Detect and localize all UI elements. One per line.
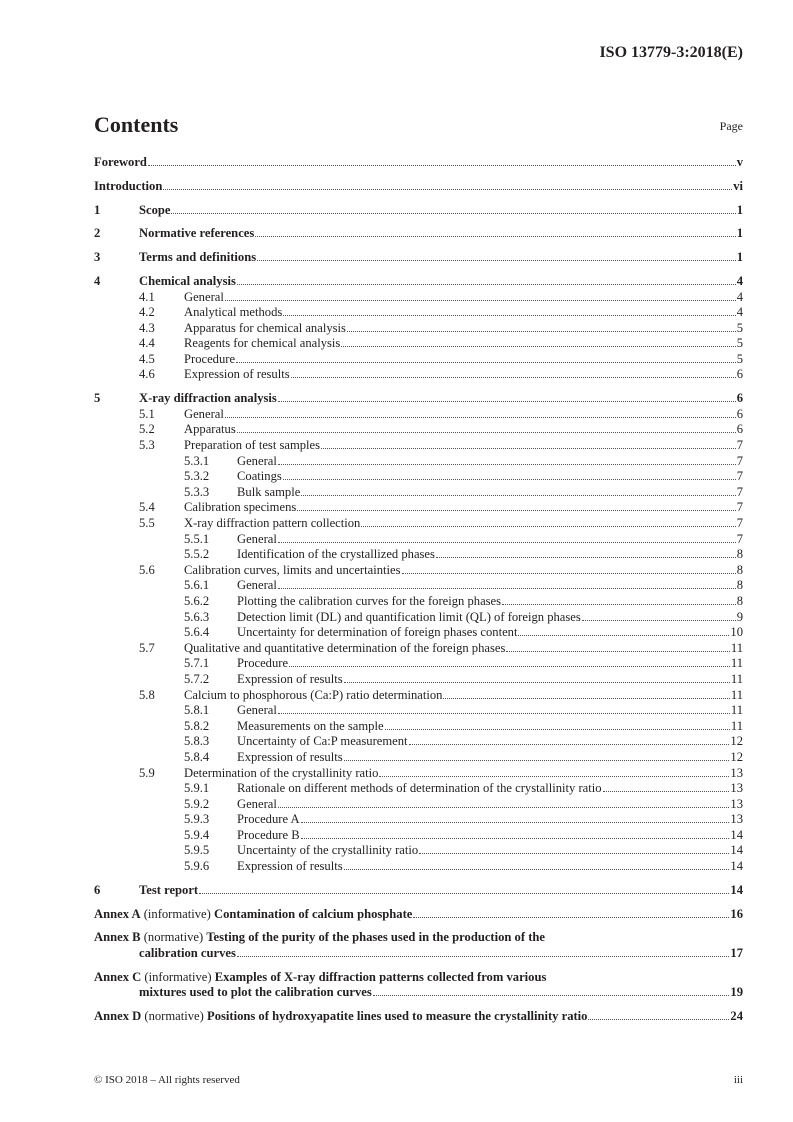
toc-entry-page: 11 <box>730 640 743 655</box>
dot-leader <box>237 431 736 433</box>
toc-entry[interactable] <box>94 547 743 563</box>
toc-entry-page: 8 <box>736 562 743 577</box>
toc-entry-title: General <box>237 531 277 546</box>
toc-entry-number: 5.6.4 <box>184 625 210 640</box>
toc-entry-page: 8 <box>736 578 743 593</box>
toc-entry[interactable] <box>94 656 743 672</box>
toc-entry-number: 2 <box>94 226 101 241</box>
annex-page: 17 <box>730 946 743 960</box>
toc-entry-title: Expression of results <box>237 671 343 686</box>
dot-leader <box>148 164 736 166</box>
toc-entry-page: 7 <box>736 531 743 546</box>
toc-entry-number: 5.7.2 <box>184 671 210 686</box>
toc-entry-page: 13 <box>730 781 743 796</box>
toc-entry-number: 4.6 <box>139 367 155 382</box>
toc-entry-title: Procedure <box>184 351 236 366</box>
annex-title: Examples of X-ray diffraction patterns collected from various <box>214 969 547 984</box>
toc-entry-title: Apparatus <box>184 422 236 437</box>
toc-annex-entry[interactable] <box>94 1009 743 1025</box>
toc-entry[interactable] <box>94 781 743 797</box>
toc-entry-number: 4 <box>94 273 101 288</box>
toc-entry-number: 5.8.3 <box>184 734 210 749</box>
toc-entry-title: Procedure <box>237 656 289 671</box>
table-of-contents <box>94 155 743 1025</box>
toc-entry-title: General <box>184 406 224 421</box>
toc-entry[interactable] <box>94 179 743 195</box>
toc-entry-title: Determination of the crystallinity ratio <box>184 765 379 780</box>
dot-leader <box>257 259 736 261</box>
annex-label: Annex A <box>94 906 141 921</box>
toc-entry-title: Calibration specimens <box>184 500 297 515</box>
toc-entry-number: 5.9.2 <box>184 796 210 811</box>
toc-entry-page: 14 <box>730 827 743 842</box>
annex-type: (normative) <box>143 930 204 945</box>
toc-entry-page: 13 <box>730 765 743 780</box>
toc-entry-title: Coatings <box>237 469 282 484</box>
toc-entry-number: 5.8.2 <box>184 718 210 733</box>
toc-entry-title: Analytical methods <box>184 305 283 320</box>
toc-entry-page: 8 <box>736 593 743 608</box>
toc-entry[interactable] <box>94 226 743 242</box>
dot-leader <box>278 463 736 465</box>
toc-entry-title: Bulk sample <box>237 484 301 499</box>
dot-leader <box>291 376 736 378</box>
toc-entry-number: 3 <box>94 250 101 265</box>
dot-leader <box>344 868 730 870</box>
toc-entry-title: Chemical analysis <box>139 273 236 288</box>
toc-entry-page: 14 <box>730 882 743 897</box>
toc-entry[interactable] <box>94 843 743 859</box>
toc-entry-number: 5.8.1 <box>184 703 210 718</box>
page-column-label: Page <box>719 119 743 133</box>
toc-entry[interactable] <box>94 438 743 454</box>
toc-entry-page: 5 <box>736 320 743 335</box>
toc-entry-title: Expression of results <box>184 367 290 382</box>
toc-entry-page: v <box>736 155 743 169</box>
toc-entry-page: 6 <box>736 367 743 382</box>
toc-entry-number: 5.3.1 <box>184 453 210 468</box>
toc-entry[interactable] <box>94 828 743 844</box>
toc-entry-page: 11 <box>730 718 743 733</box>
toc-entry-title: Calcium to phosphorous (Ca:P) ratio determination <box>184 687 443 702</box>
dot-leader <box>436 556 736 558</box>
dot-leader <box>344 759 730 761</box>
toc-entry-title: General <box>184 289 224 304</box>
toc-entry-page: 12 <box>730 749 743 764</box>
toc-entry-title: Reagents for chemical analysis <box>184 336 341 351</box>
toc-entry-title: Uncertainty of Ca:P measurement <box>237 734 408 749</box>
toc-annex-entry[interactable] <box>94 907 743 923</box>
toc-entry-number: 6 <box>94 882 101 897</box>
dot-leader <box>321 447 736 449</box>
annex-page: 24 <box>730 1009 743 1024</box>
toc-entry[interactable] <box>94 407 743 423</box>
toc-entry-title: Normative references <box>139 226 255 241</box>
toc-entry-title: Preparation of test samples <box>184 438 321 453</box>
dot-leader <box>603 790 730 792</box>
toc-entry-page: 6 <box>736 406 743 421</box>
annex-page: 19 <box>730 985 743 1000</box>
dot-leader <box>347 330 736 332</box>
annex-label: Annex D <box>94 1009 142 1024</box>
dot-leader <box>237 283 736 285</box>
toc-entry-number: 4.2 <box>139 305 155 320</box>
toc-entry-title: General <box>237 578 277 593</box>
toc-entry-page: 7 <box>736 484 743 499</box>
toc-entry[interactable] <box>94 719 743 735</box>
dot-leader <box>361 525 735 527</box>
toc-entry-number: 1 <box>94 202 101 217</box>
dot-leader <box>171 212 735 214</box>
dot-leader <box>301 837 730 839</box>
dot-leader <box>199 892 729 894</box>
dot-leader <box>237 955 730 957</box>
dot-leader <box>283 478 736 480</box>
toc-entry-number: 5.2 <box>139 422 155 437</box>
toc-entry-number: 5.5.1 <box>184 531 210 546</box>
annex-title-continued: mixtures used to plot the calibration curves <box>139 985 372 1000</box>
annex-title-continued: calibration curves <box>139 946 236 960</box>
toc-entry-page: 14 <box>730 859 743 874</box>
toc-entry-number: 5.9.3 <box>184 812 210 827</box>
toc-entry-title: General <box>237 703 277 718</box>
toc-entry-page: 1 <box>736 226 743 241</box>
toc-entry-title: Expression of results <box>237 859 343 874</box>
dot-leader <box>225 416 736 418</box>
toc-entry-page: 7 <box>736 500 743 515</box>
toc-entry[interactable] <box>94 812 743 828</box>
dot-leader <box>582 619 736 621</box>
dot-leader <box>385 728 730 730</box>
toc-entry-page: 11 <box>730 687 743 702</box>
toc-entry-title: Plotting the calibration curves for the foreign phases <box>237 593 502 608</box>
toc-entry-number: 5.9.1 <box>184 781 210 796</box>
toc-entry-page: 11 <box>730 703 743 718</box>
toc-entry-page: 5 <box>736 351 743 366</box>
annex-title: Testing of the purity of the phases used in the production of the <box>206 930 545 945</box>
toc-entry-title: Qualitative and quantitative determination of the foreign phases <box>184 640 506 655</box>
toc-entry-page: 13 <box>730 796 743 811</box>
toc-entry[interactable] <box>94 321 743 337</box>
toc-entry-number: 4.5 <box>139 351 155 366</box>
toc-entry-title: Identification of the crystallized phases <box>237 547 435 562</box>
toc-entry-page: 10 <box>730 625 743 640</box>
toc-entry-number: 5.9 <box>139 765 155 780</box>
dot-leader <box>236 361 736 363</box>
dot-leader <box>278 587 736 589</box>
dot-leader <box>502 603 736 605</box>
toc-entry-page: vi <box>733 178 743 193</box>
toc-entry-page: 11 <box>730 656 743 671</box>
toc-entry[interactable] <box>94 485 743 501</box>
toc-entry[interactable] <box>94 703 743 719</box>
toc-entry-title: Test report <box>139 882 199 897</box>
toc-entry-page: 8 <box>736 547 743 562</box>
annex-type: (informative) <box>143 906 211 921</box>
toc-entry-number: 5.8 <box>139 687 155 702</box>
toc-entry[interactable] <box>94 516 743 532</box>
toc-entry-number: 5 <box>94 391 101 406</box>
toc-entry[interactable] <box>94 469 743 485</box>
toc-entry-number: 5.6.3 <box>184 609 210 624</box>
toc-entry-title: Calibration curves, limits and uncertainties <box>184 562 401 577</box>
toc-entry-title: X-ray diffraction analysis <box>139 391 277 406</box>
toc-annex-entry[interactable] <box>94 930 743 961</box>
toc-entry-title: Scope <box>139 202 171 217</box>
toc-entry-page: 4 <box>736 273 743 288</box>
dot-leader <box>443 697 729 699</box>
toc-entry-page: 4 <box>736 305 743 320</box>
toc-entry[interactable] <box>94 578 743 594</box>
toc-entry[interactable] <box>94 500 743 516</box>
toc-entry-number: 5.7.1 <box>184 656 210 671</box>
dot-leader <box>283 314 735 316</box>
dot-leader <box>402 572 736 574</box>
toc-entry[interactable] <box>94 305 743 321</box>
dot-leader <box>278 541 736 543</box>
toc-entry-title: Foreword <box>94 155 147 169</box>
toc-entry-page: 4 <box>736 289 743 304</box>
toc-entry-title: General <box>237 453 277 468</box>
toc-entry[interactable] <box>94 750 743 766</box>
toc-entry[interactable] <box>94 734 743 750</box>
toc-entry-number: 5.6.1 <box>184 578 210 593</box>
toc-entry[interactable] <box>94 766 743 782</box>
dot-leader <box>278 712 730 714</box>
annex-page: 16 <box>730 906 743 921</box>
toc-entry-number: 5.4 <box>139 500 155 515</box>
toc-entry[interactable] <box>94 367 743 383</box>
copyright-notice: © ISO 2018 – All rights reserved <box>94 1074 240 1086</box>
toc-entry[interactable] <box>94 563 743 579</box>
toc-entry[interactable] <box>94 250 743 266</box>
toc-entry-page: 12 <box>730 734 743 749</box>
dot-leader <box>506 650 729 652</box>
toc-entry[interactable] <box>94 290 743 306</box>
toc-entry-title: X-ray diffraction pattern collection <box>184 516 361 530</box>
annex-title: Contamination of calcium phosphate <box>214 906 413 921</box>
toc-entry-page: 7 <box>736 469 743 484</box>
toc-entry-number: 5.3.3 <box>184 484 210 499</box>
toc-entry-number: 5.9.6 <box>184 859 210 874</box>
toc-entry-number: 5.5 <box>139 516 155 530</box>
toc-entry-number: 5.7 <box>139 640 155 655</box>
contents-title: Contents <box>94 112 179 137</box>
dot-leader <box>379 775 729 777</box>
toc-entry[interactable] <box>94 155 743 171</box>
toc-entry-page: 14 <box>730 843 743 858</box>
toc-entry[interactable] <box>94 203 743 219</box>
toc-entry-number: 5.6 <box>139 562 155 577</box>
annex-type: (normative) <box>144 1009 204 1024</box>
dot-leader <box>255 235 735 237</box>
annex-label: Annex C <box>94 969 142 984</box>
toc-entry-page: 7 <box>736 453 743 468</box>
annex-type: (informative) <box>144 969 212 984</box>
toc-entry-page: 6 <box>736 422 743 437</box>
toc-entry-title: General <box>237 796 277 811</box>
toc-entry-number: 5.6.2 <box>184 593 210 608</box>
toc-entry-page: 5 <box>736 336 743 351</box>
toc-entry-page: 1 <box>736 250 743 265</box>
toc-entry-number: 4.3 <box>139 320 155 335</box>
dot-leader <box>344 681 730 683</box>
dot-leader <box>341 345 735 347</box>
toc-entry[interactable] <box>94 336 743 352</box>
toc-entry-title: Introduction <box>94 178 163 193</box>
toc-entry[interactable] <box>94 883 743 899</box>
toc-entry-number: 5.3 <box>139 438 155 453</box>
toc-entry[interactable] <box>94 594 743 610</box>
toc-entry-title: Procedure B <box>237 827 300 842</box>
dot-leader <box>409 743 730 745</box>
toc-entry-page: 11 <box>730 671 743 686</box>
toc-entry-number: 5.1 <box>139 406 155 421</box>
toc-entry[interactable] <box>94 672 743 688</box>
document-id: ISO 13779-3:2018(E) <box>599 44 743 61</box>
toc-entry-number: 5.9.5 <box>184 843 210 858</box>
toc-entry-page: 9 <box>736 609 743 624</box>
toc-entry-title: Rationale on different methods of determination of the crystallinity ratio <box>237 781 602 796</box>
dot-leader <box>278 806 730 808</box>
toc-entry-title: Measurements on the sample <box>237 718 384 733</box>
toc-entry[interactable] <box>94 859 743 875</box>
toc-entry-page: 13 <box>730 812 743 827</box>
page-number: iii <box>733 1074 743 1086</box>
toc-entry[interactable] <box>94 422 743 438</box>
toc-entry[interactable] <box>94 797 743 813</box>
toc-entry-number: 5.3.2 <box>184 469 210 484</box>
toc-entry[interactable] <box>94 641 743 657</box>
dot-leader <box>297 509 735 511</box>
dot-leader <box>518 634 729 636</box>
toc-entry-number: 4.1 <box>139 289 155 304</box>
dot-leader <box>225 299 736 301</box>
dot-leader <box>278 400 736 402</box>
toc-entry[interactable] <box>94 352 743 368</box>
toc-entry-number: 5.9.4 <box>184 827 210 842</box>
toc-entry[interactable] <box>94 625 743 641</box>
toc-entry-number: 5.8.4 <box>184 749 210 764</box>
toc-entry-title: Apparatus for chemical analysis <box>184 320 346 335</box>
dot-leader <box>301 494 735 496</box>
toc-entry-title: Detection limit (DL) and quantification limit (QL) of foreign phases <box>237 609 581 624</box>
toc-entry-title: Terms and definitions <box>139 250 257 265</box>
dot-leader <box>588 1018 729 1020</box>
dot-leader <box>413 916 729 918</box>
toc-entry-number: 4.4 <box>139 336 155 351</box>
annex-title: Positions of hydroxyapatite lines used to measure the crystallinity ratio <box>207 1009 588 1024</box>
toc-entry[interactable] <box>94 274 743 290</box>
dot-leader <box>419 852 729 854</box>
toc-entry-page: 7 <box>736 516 743 530</box>
toc-entry-page: 1 <box>736 202 743 217</box>
annex-label: Annex B <box>94 930 141 945</box>
dot-leader <box>163 188 732 190</box>
toc-entry-number: 5.5.2 <box>184 547 210 562</box>
toc-entry-title: Uncertainty for determination of foreign phases content <box>237 625 518 640</box>
toc-entry[interactable] <box>94 532 743 548</box>
toc-annex-entry[interactable] <box>94 970 743 1001</box>
dot-leader <box>301 821 730 823</box>
toc-entry[interactable] <box>94 688 743 704</box>
toc-entry-title: Uncertainty of the crystallinity ratio <box>237 843 419 858</box>
toc-entry-page: 7 <box>736 438 743 453</box>
toc-entry-title: Expression of results <box>237 749 343 764</box>
toc-entry-title: Procedure A <box>237 812 300 827</box>
toc-entry[interactable] <box>94 391 743 407</box>
toc-entry[interactable] <box>94 610 743 626</box>
dot-leader <box>289 665 730 667</box>
toc-entry[interactable] <box>94 454 743 470</box>
dot-leader <box>373 994 730 996</box>
toc-entry-page: 6 <box>736 391 743 406</box>
